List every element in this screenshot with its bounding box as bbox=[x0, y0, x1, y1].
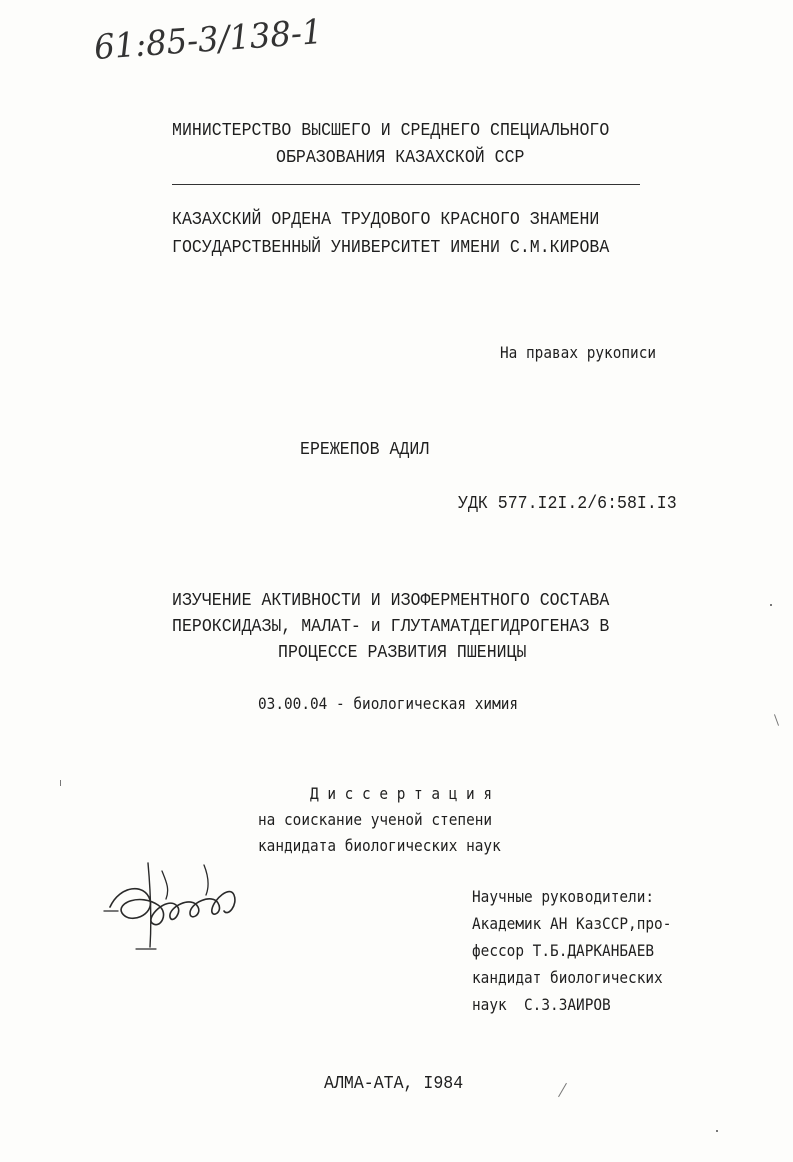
manuscript-rights: На правах рукописи bbox=[500, 343, 657, 362]
archive-code-handwritten: 61:85-3/138-1 bbox=[92, 12, 324, 68]
university-line-1: КАЗАХСКИЙ ОРДЕНА ТРУДОВОГО КРАСНОГО ЗНАМЕНИ bbox=[172, 210, 600, 230]
scan-speck bbox=[770, 604, 772, 606]
author-name: ЕРЕЖЕПОВ АДИЛ bbox=[300, 440, 430, 460]
ministry-line-1: МИНИСТЕРСТВО ВЫСШЕГО И СРЕДНЕГО СПЕЦИАЛЬНОГО bbox=[172, 121, 610, 141]
supervisors-line-5: наук С.З.ЗАИРОВ bbox=[472, 995, 611, 1014]
signature-image bbox=[100, 855, 250, 955]
title-line-3: ПРОЦЕССЕ РАЗВИТИЯ ПШЕНИЦЫ bbox=[278, 643, 527, 663]
supervisors-line-2: Академик АН КазССР,про- bbox=[472, 914, 672, 933]
title-line-2: ПЕРОКСИДАЗЫ, МАЛАТ- и ГЛУТАМАТДЕГИДРОГЕНАЗ В bbox=[172, 617, 610, 637]
scan-speck bbox=[716, 1130, 718, 1132]
supervisors-line-4: кандидат биологических bbox=[472, 968, 663, 987]
supervisors-line-3: фессор Т.Б.ДАРКАНБАЕВ bbox=[472, 941, 655, 960]
scan-speck bbox=[60, 780, 61, 786]
ministry-line-2: ОБРАЗОВАНИЯ КАЗАХСКОЙ ССР bbox=[276, 148, 525, 168]
header-divider bbox=[172, 184, 640, 185]
dissertation-heading: Д и с с е р т а ц и я bbox=[310, 784, 493, 803]
dissertation-line-2: кандидата биологических наук bbox=[258, 836, 501, 855]
scan-mark bbox=[774, 714, 779, 726]
udc-code: УДК 577.I2I.2/6:58I.I3 bbox=[458, 494, 677, 514]
supervisors-heading: Научные руководители: bbox=[472, 887, 655, 906]
title-line-1: ИЗУЧЕНИЕ АКТИВНОСТИ И ИЗОФЕРМЕНТНОГО СОСТАВА bbox=[172, 591, 610, 611]
dissertation-line-1: на соискание ученой степени bbox=[258, 810, 493, 829]
scan-mark bbox=[558, 1083, 567, 1097]
university-line-2: ГОСУДАРСТВЕННЫЙ УНИВЕРСИТЕТ ИМЕНИ С.М.КИРОВА bbox=[172, 238, 610, 258]
specialty: 03.00.04 - биологическая химия bbox=[258, 694, 519, 713]
place-year: АЛМА-АТА, I984 bbox=[324, 1074, 464, 1094]
